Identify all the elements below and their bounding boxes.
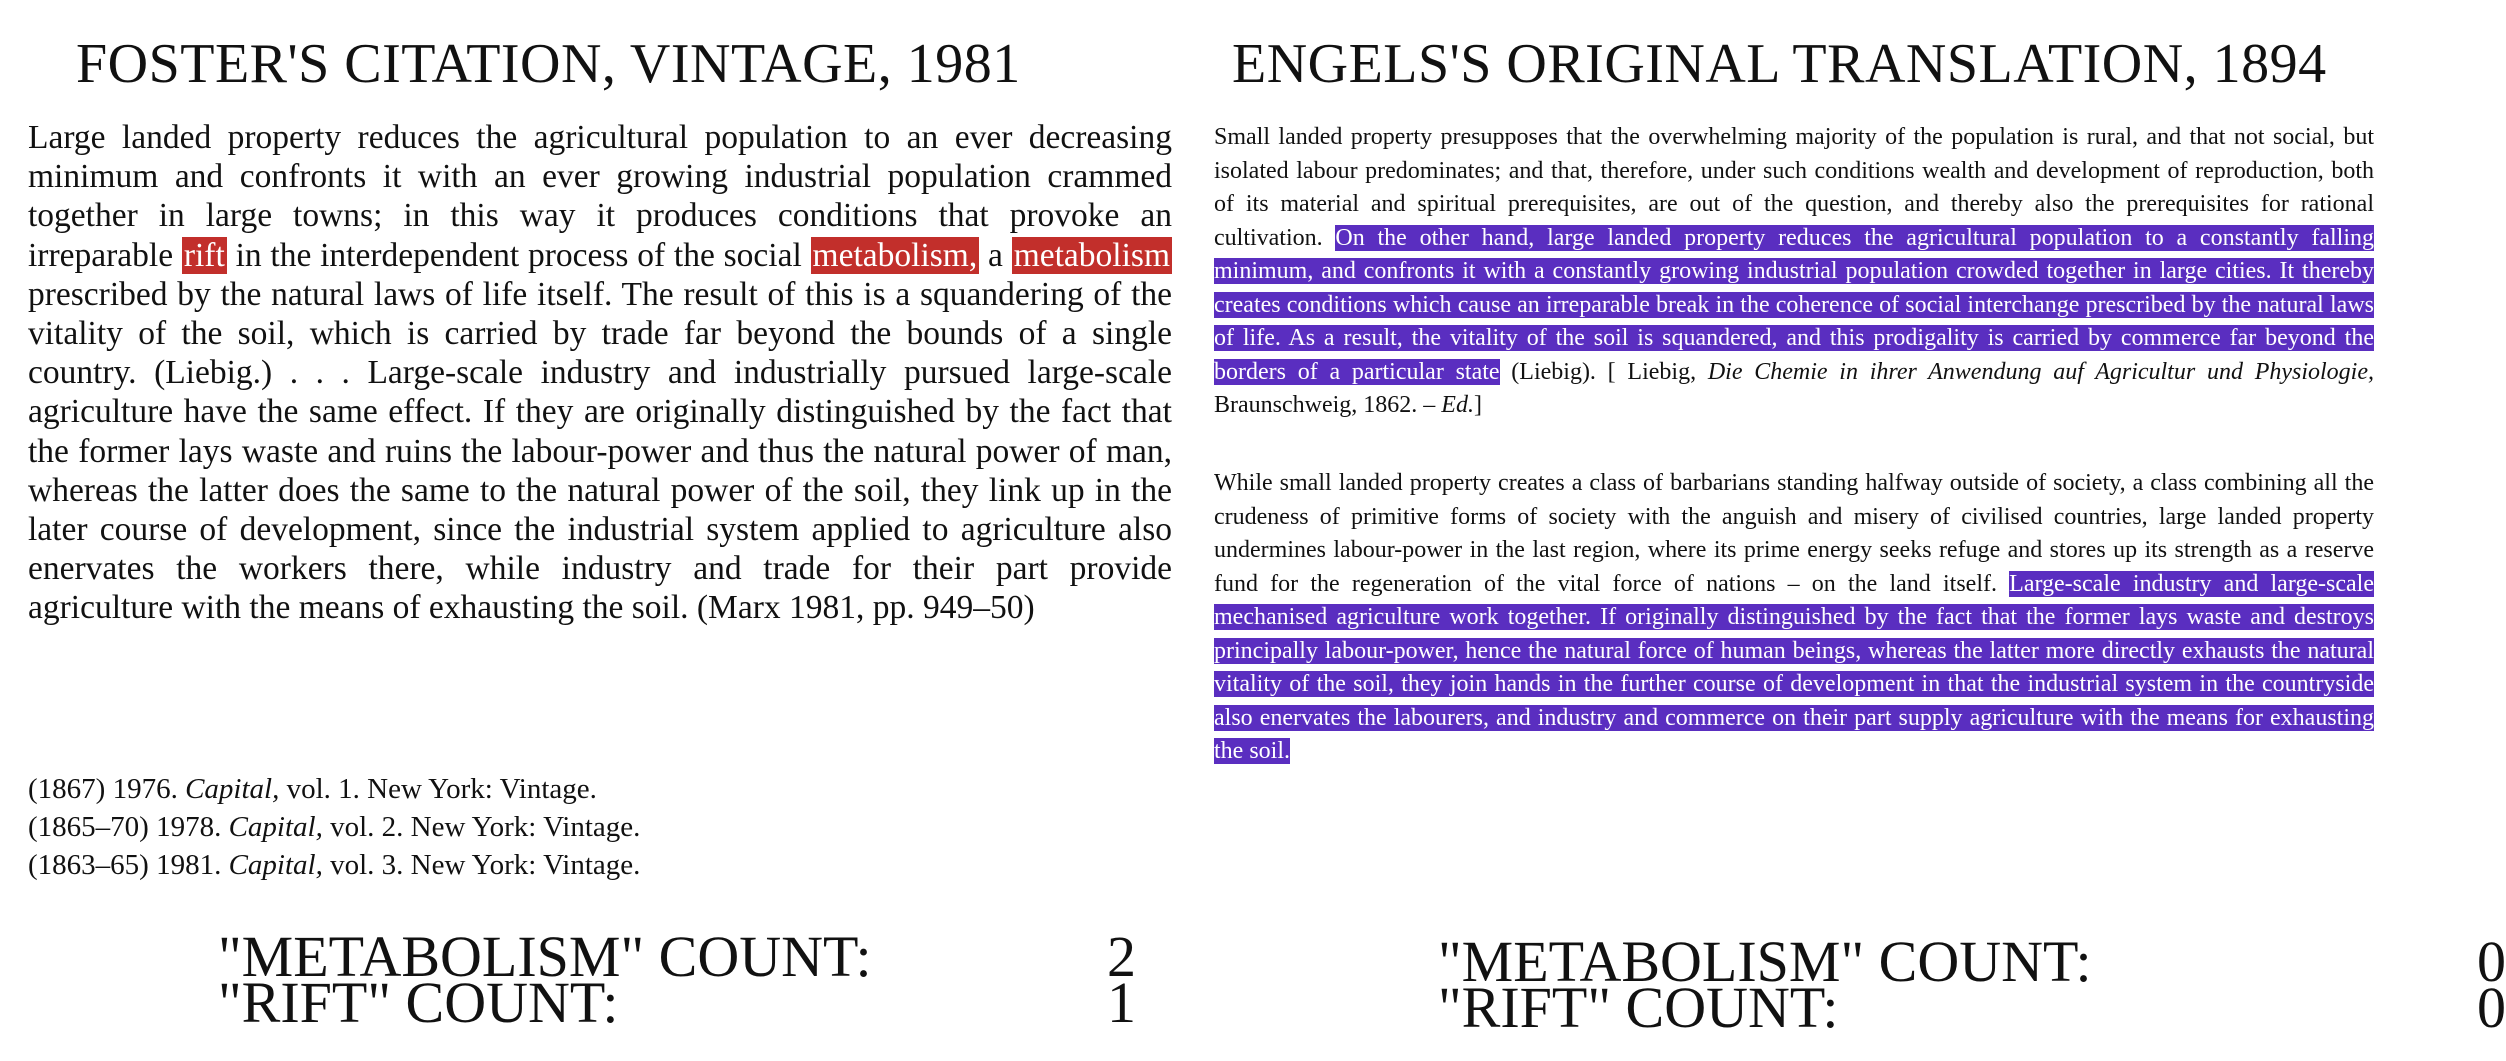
rift-count-label: "RIFT" COUNT: — [218, 970, 619, 1035]
quote-segment: Large landed property reduces the agricultural population to an ever decreasing minimum and confronts it with an ever growing industrial population crammed together in large towns; in this way it produces conditions that provoke an irreparable — [28, 119, 1172, 274]
reference-item: (1867) 1976. Capital, vol. 1. New York: Vintage. — [28, 773, 597, 805]
rift-count-row — [218, 970, 1136, 1035]
quote-segment: in the interdependent process of the social — [226, 236, 811, 274]
cited-work-title: Die Chemie in ihrer Anwendung auf Agricultur und Physiologie, — [1707, 358, 2374, 385]
engels-translation-title: ENGELS'S ORIGINAL TRANSLATION, 1894 — [1232, 33, 2327, 95]
purple-highlight: On the other hand, large landed property reduces the agricultural population to a constantly falling minimum, and confronts it with a constantly growing industrial population crowded together in large cities. It thereby creates conditions which cause an irreparable break in the coherence of social interchange prescribed by the natural laws of life. As a result, the vitality of the soil is squandered, and this prodigality is carried by commerce far beyond the borders of a particular state — [1214, 224, 2374, 385]
metabolism-highlight: metabolism — [1013, 236, 1170, 274]
rift-count-value: 1 — [1107, 970, 1136, 1035]
foster-quote-text — [28, 118, 1172, 628]
paragraph-segment: Small landed property presupposes that the overwhelming majority of the population is rural, and that not social, but isolated labour predominates; and that, therefore, under such conditions wealth and development of reproduction, both of its material and spiritual prerequisites, are out of the question, and thereby also the prerequisites for rational cultivation. — [1214, 124, 2374, 251]
metabolism-count-label: "METABOLISM" COUNT: — [218, 924, 872, 989]
reference-list — [28, 770, 808, 884]
rift-highlight: rift — [183, 236, 225, 274]
paragraph-segment: Braunschweig, 1862. – — [1214, 392, 1442, 418]
foster-word-counts — [218, 924, 1136, 1035]
engels-paragraph-2 — [1214, 467, 2374, 769]
paragraph-segment: ] — [1473, 392, 1482, 418]
quote-segment: a — [979, 236, 1012, 274]
reference-item: (1865–70) 1978. Capital, vol. 2. New York: Vintage. — [28, 811, 641, 843]
metabolism-count-value: 0 — [2477, 929, 2506, 994]
metabolism-count-value: 2 — [1107, 924, 1136, 989]
metabolism-highlight: metabolism, — [812, 236, 978, 274]
quote-segment: prescribed by the natural laws of life itself. The result of this is a squandering of the vitality of the soil, which is carried by trade far beyond the bounds of a single country. (Liebig.) . . . Large-scale industry and industrially pursued large-scale agriculture have the same effect. If they are originally distinguished by the fact that the former lays waste and ruins the labour-power and thus the natural power of man, whereas the latter does the same to the natural power of the soil, they link up in the later course of development, since the industrial system applied to agriculture also enervates the workers there, while industry and trade for their part provide agriculture with the means of exhausting the soil. (Marx 1981, pp. 949–50) — [28, 275, 1172, 627]
paragraph-segment: (Liebig). [ Liebig, — [1499, 358, 1708, 385]
book-title: Capital, — [228, 849, 323, 881]
rift-count-row — [1438, 975, 2506, 1040]
foster-citation-title: FOSTER'S CITATION, VINTAGE, 1981 — [76, 33, 1021, 95]
rift-count-label: "RIFT" COUNT: — [1438, 975, 1839, 1040]
reference-item: (1863–65) 1981. Capital, vol. 3. New York: Vintage. — [28, 849, 641, 881]
book-title: Capital, — [228, 811, 323, 843]
paragraph-segment: While small landed property creates a class of barbarians standing halfway outside of society, a class combining all the crudeness of primitive forms of society with the anguish and misery of civilised countries, large landed property undermines labour-power in the last region, where its prime energy seeks refuge and stores up its strength as a reserve fund for the regeneration of the vital force of nations – on the land itself. — [1214, 470, 2374, 597]
engels-word-counts — [1438, 929, 2506, 1040]
editor-note: Ed. — [1441, 392, 1474, 418]
engels-paragraph-1 — [1214, 121, 2374, 423]
rift-count-value: 0 — [2477, 975, 2506, 1040]
book-title: Capital, — [185, 773, 280, 805]
purple-highlight: Large-scale industry and large-scale mechanised agriculture work together. If originally distinguished by the fact that the former lays waste and destroys principally labour-power, hence the natural force of human beings, whereas the latter more directly exhausts the natural vitality of the soil, they join hands in the further course of development in that the industrial system in the countryside also enervates the labourers, and industry and commerce on their part supply agriculture with the means for exhausting the soil. — [1214, 570, 2374, 764]
metabolism-count-label: "METABOLISM" COUNT: — [1438, 929, 2092, 994]
